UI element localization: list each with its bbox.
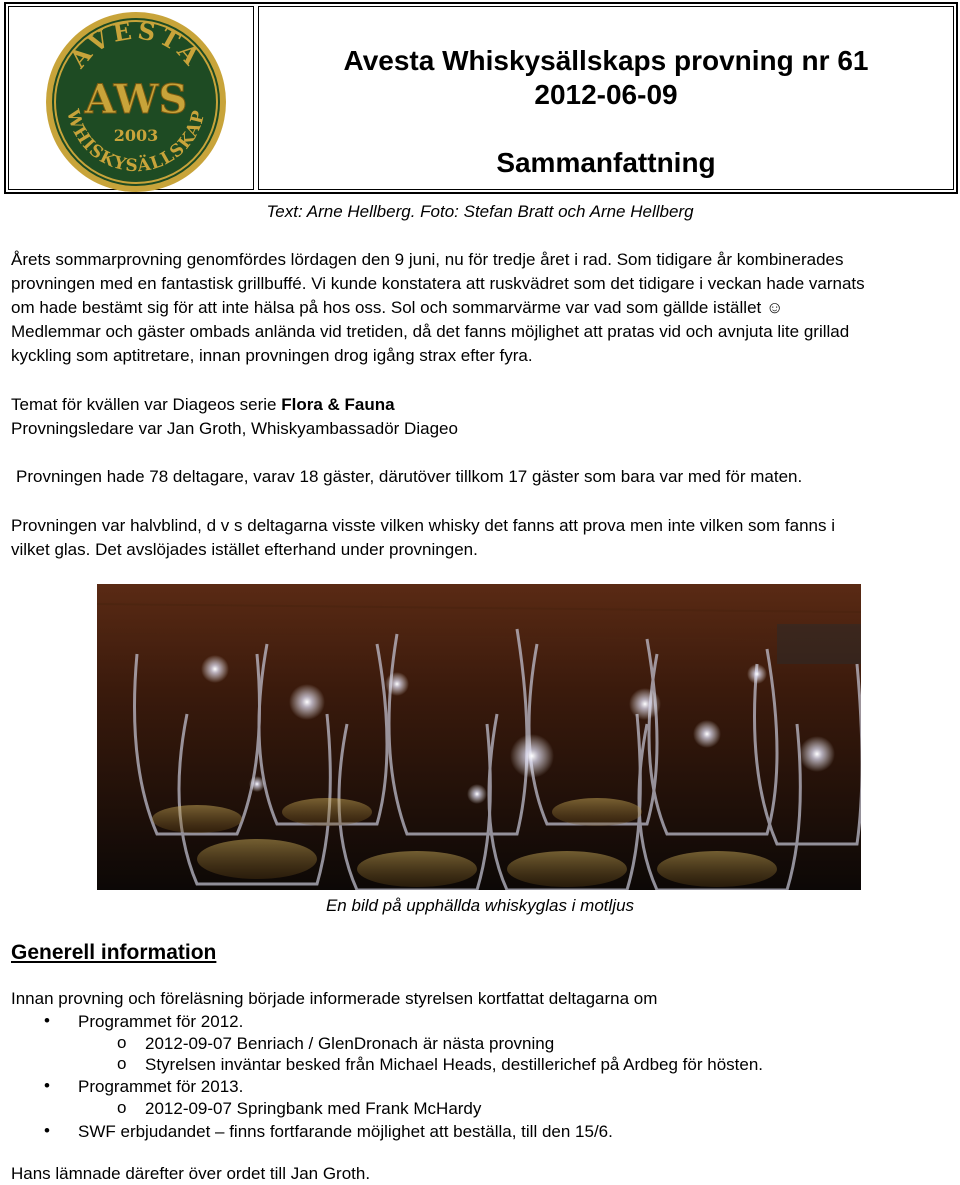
section-heading-general: Generell information bbox=[11, 941, 217, 964]
sub-bullet-marker: o bbox=[117, 1033, 127, 1052]
sub-list-item: 2012-09-07 Springbank med Frank McHardy bbox=[145, 1099, 482, 1118]
list-item: Programmet för 2013. bbox=[78, 1077, 244, 1096]
header-table bbox=[4, 2, 958, 194]
svg-text:AWS: AWS bbox=[84, 76, 188, 123]
theme-name: Flora & Fauna bbox=[281, 395, 395, 414]
theme-prefix: Temat för kvällen var Diageos serie bbox=[11, 395, 282, 414]
general-intro: Innan provning och föreläsning började informerade styrelsen kortfattat deltagarna om bbox=[11, 989, 658, 1008]
intro-line: Årets sommarprovning genomfördes lördagen den 9 juni, nu för tredje året i rad. Som tidigare år kombinerades bbox=[11, 250, 844, 269]
sub-list-item: 2012-09-07 Benriach / GlenDronach är nästa provning bbox=[145, 1034, 555, 1053]
credit-line: Text: Arne Hellberg. Foto: Stefan Bratt och Arne Hellberg bbox=[266, 202, 694, 221]
page-title: Avesta Whiskysällskaps provning nr 61 bbox=[343, 45, 869, 76]
general-outro: Hans lämnade därefter över ordet till Jan Groth. bbox=[11, 1164, 371, 1183]
whisky-glasses-photo bbox=[97, 584, 861, 890]
page-subtitle: Sammanfattning bbox=[496, 147, 716, 178]
logo-cell bbox=[8, 6, 254, 190]
svg-text:WHISKYSÄLLSKAP: WHISKYSÄLLSKAP bbox=[62, 107, 210, 177]
bullet-marker: • bbox=[44, 1076, 50, 1095]
blind-line: Provningen var halvblind, d v s deltagarna visste vilken whisky det fanns att prova men inte vilken som fanns i bbox=[11, 516, 835, 535]
intro-line: provningen med en fantastisk grillbuffé. Vi kunde konstatera att ruskvädret som det tidigare i veckan hade varnats bbox=[11, 274, 865, 293]
intro-line: om hade bestämt sig för att inte hälsa på hos oss. Sol och sommarvärme var vad som gällde istället ☺ bbox=[11, 298, 784, 317]
sub-list-item: Styrelsen inväntar besked från Michael Heads, destillerichef på Ardbeg för hösten. bbox=[145, 1055, 764, 1074]
blind-line: vilket glas. Det avslöjades istället efterhand under provningen. bbox=[11, 540, 478, 559]
list-item: SWF erbjudandet – finns fortfarande möjlighet att beställa, till den 15/6. bbox=[78, 1122, 613, 1141]
blind-paragraph bbox=[11, 514, 941, 562]
svg-text:AVESTA: AVESTA bbox=[63, 15, 209, 74]
bullet-marker: • bbox=[44, 1011, 50, 1030]
theme-line bbox=[11, 393, 941, 417]
title-cell bbox=[258, 6, 954, 190]
event-date: 2012-06-09 bbox=[534, 79, 678, 110]
intro-line: kyckling som aptitretare, innan provningen drog igång strax efter fyra. bbox=[11, 346, 533, 365]
svg-text:2003: 2003 bbox=[113, 126, 159, 145]
list-item: Programmet för 2012. bbox=[78, 1012, 244, 1031]
sub-bullet-marker: o bbox=[117, 1054, 127, 1073]
bullet-marker: • bbox=[44, 1121, 50, 1140]
intro-paragraph bbox=[11, 248, 941, 368]
leader-line: Provningsledare var Jan Groth, Whiskyambassadör Diageo bbox=[11, 419, 458, 438]
participants-line: Provningen hade 78 deltagare, varav 18 gäster, därutöver tillkom 17 gäster som bara var med för maten. bbox=[16, 467, 803, 486]
intro-line: Medlemmar och gäster ombads anlända vid tretiden, då det fanns möjlighet att pratas vid och avnjuta lite grillad bbox=[11, 322, 850, 341]
photo-caption: En bild på upphällda whiskyglas i motljus bbox=[325, 896, 635, 915]
sub-bullet-marker: o bbox=[117, 1098, 127, 1117]
theme-paragraph bbox=[11, 393, 941, 441]
